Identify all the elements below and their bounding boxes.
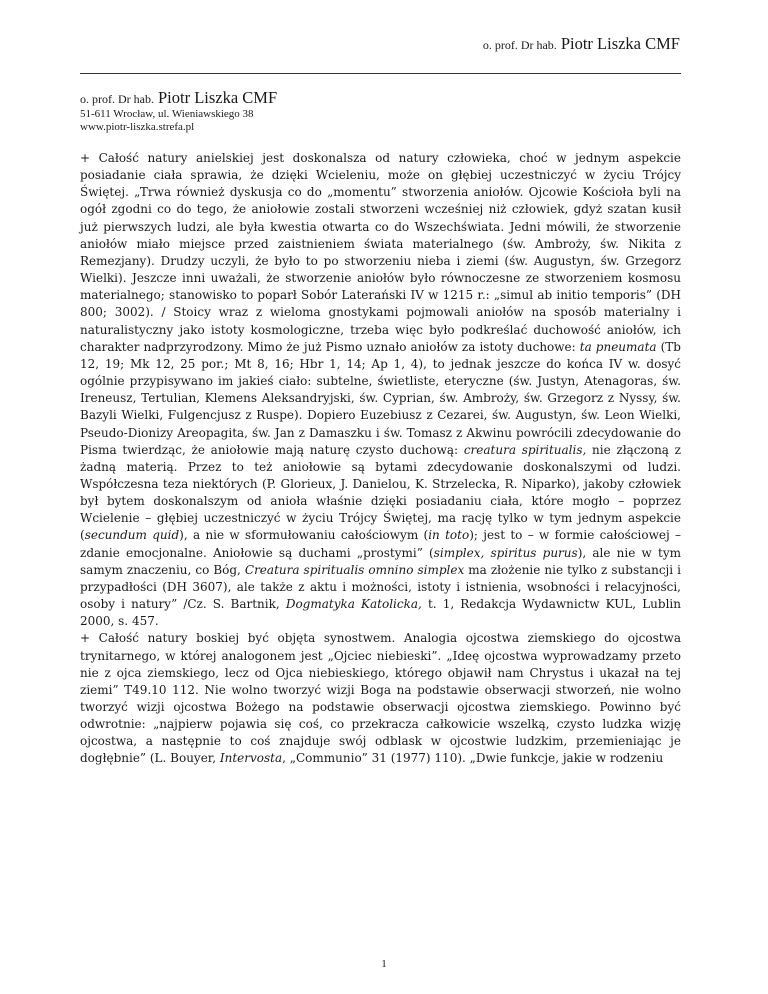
author-block bbox=[80, 88, 277, 134]
header-rule bbox=[80, 73, 681, 74]
italic-text: Intervosta bbox=[219, 751, 283, 766]
text-run: t. 1, Redakcja Wydawnictw KUL, Lublin 2000, s. 457. bbox=[80, 597, 681, 629]
page-number: 1 bbox=[381, 958, 387, 970]
italic-text: in toto bbox=[428, 528, 470, 543]
italic-text: Creatura spiritualis omnino simplex bbox=[244, 562, 465, 577]
text-run: ma złożenie nie tylko z substancji i przypadłości (DH 3607), ale także z aktu i możności, istoty i istnienia, wsobności i relacyjności, osoby i natury” /Cz. S. Bartnik, bbox=[80, 562, 681, 612]
text-run: + Całość natury anielskiej jest doskonalsza od natury człowieka, choć w jednym aspekcie posiadanie ciała sprawia, że dzięki Wcieleniu, może on głębiej uczestniczyć w życiu Trójcy Świętej. „Trwa również dyskusja co do „momentu” stworzenia aniołów. Ojcowie Kościoła byli na ogół zgodni co do tego, że aniołowie zostali stworzeni wcześniej niż człowiek, gdyż szatan kusił już pierwszych ludzi, ale była kwestia otwarta co do Wszechświata. Jedni mówili, że stworzenie aniołów miało miejsce przed zaistnieniem świata materialnego (św. Ambroży, św. Nikita z Remezjany). Drudzy uczyli, że było to po stworzeniu nieba i ziemi (św. Augustyn, św. Grzegorz Wielki). Jeszcze inni uważali, że stworzenie aniołów było równoczesne ze stworzeniem kosmosu materialnego; stanowisko to poparł Sobór Laterański IV w 1215 r.: „simul ab initio temporis” (DH 800; 3002). / Stoicy wraz z wieloma gnostykami pojmowali aniołów na sposób materialny i naturalistyczny jako istoty kosmologiczne, trzeba więc było podkreślać duchowość aniołów, ich charakter nadprzyrodzony. Mimo że już Pismo uznało aniołów za istoty duchowe: bbox=[80, 151, 681, 354]
text-run: , „Communio” 31 (1977) 110). „Dwie funkcje, jakie w rodzeniu bbox=[282, 751, 664, 766]
italic-text: Dogmatyka Katolicka, bbox=[285, 597, 422, 612]
italic-text: simplex, spiritus purus bbox=[433, 545, 578, 560]
author-title-prefix: o. prof. Dr hab. bbox=[80, 92, 154, 106]
text-run: (Tb 12, 19; Mk 12, 25 por.; Mt 8, 16; Hbr 1, 14; Ap 1, 4), to jednak jeszcze do końca IV w. dosyć ogólnie przypisywano im jakieś ciało: subtelne, świetliste, eteryczne (św. Justyn, Atenagoras, św. Ireneusz, Tertulian, Klemens Aleksandryjski, św. Cyprian, św. Ambroży, św. Grzegorz z Nyssy, św. Bazyli Wielki, Fulgencjusz z Ruspe). Dopiero Euzebiusz z Cezarei, św. Augustyn, św. Leon Wielki, Pseudo-Dionizy Areopagita, św. Jan z Damaszku i św. Tomasz z Akwinu powrócili zdecydowanie do Pisma twierdząc, że aniołowie mają naturę czysto duchową: bbox=[80, 339, 681, 457]
text-run: ); jest to – w formie całościowej – zdanie emocjonalne. Aniołowie są duchami „prostymi” ( bbox=[80, 528, 681, 560]
header-title-prefix: o. prof. Dr hab. bbox=[482, 38, 557, 52]
author-website: www.piotr-liszka.strefa.pl bbox=[80, 121, 195, 133]
italic-text: creatura spiritualis, bbox=[463, 442, 587, 457]
body-paragraph bbox=[80, 630, 681, 767]
body-text bbox=[80, 150, 681, 768]
running-header bbox=[483, 34, 680, 54]
author-address: 51-611 Wrocław, ul. Wieniawskiego 38 bbox=[80, 108, 254, 120]
italic-text: secundum quid bbox=[84, 528, 180, 543]
text-run: ), a nie w sformułowaniu całościowym ( bbox=[179, 528, 429, 543]
author-line bbox=[80, 88, 277, 108]
author-name: Piotr Liszka CMF bbox=[157, 88, 278, 107]
text-run: ), ale nie w tym samym znaczeniu, co Bóg, bbox=[80, 545, 681, 577]
text-run: + Całość natury boskiej być objęta synostwem. Analogia ojcostwa ziemskiego do ojcostwa trynitarnego, w której analogonem jest „Ojciec niebieski”. „Ideę ojcostwa wyprowadzamy przeto nie z ojca ziemskiego, lecz od Ojca niebieskiego, którego objawił nam Chrystus i ukazał na tej ziemi” T49.10 112. Nie wolno tworzyć wizji Boga na podstawie obserwacji stworzeń, nie wolno tworzyć wizji ojcostwa Bożego na podstawie obserwacji ojcostwa ziemskiego. Powinno być odwrotnie: „najpierw pojawia się coś, co przekracza całkowicie wszelką, czysto ludzka wizję ojcostwa, a następnie to coś znajduje swój odblask w ojcostwie ludzkim, przemieniając je dogłębnie” (L. Bouyer, bbox=[80, 631, 681, 766]
header-author-name: Piotr Liszka CMF bbox=[560, 34, 680, 53]
body-paragraph bbox=[80, 150, 681, 630]
text-run: nie złączoną z żadną materią. Przez to też aniołowie są bytami zdecydowanie doskonalszymi od ludzi. Współczesna teza niektórych (P. Glorieux, J. Danielou, K. Strzelecka, R. Niparko), jakoby człowiek był bytem doskonalszym od anioła właśnie dzięki posiadaniu ciała, które mogło – poprzez Wcielenie – głębiej uczestniczyć w życiu Trójcy Świętej, ma rację tylko w tym jednym aspekcie ( bbox=[80, 442, 681, 543]
italic-text: ta pneumata bbox=[579, 339, 657, 354]
